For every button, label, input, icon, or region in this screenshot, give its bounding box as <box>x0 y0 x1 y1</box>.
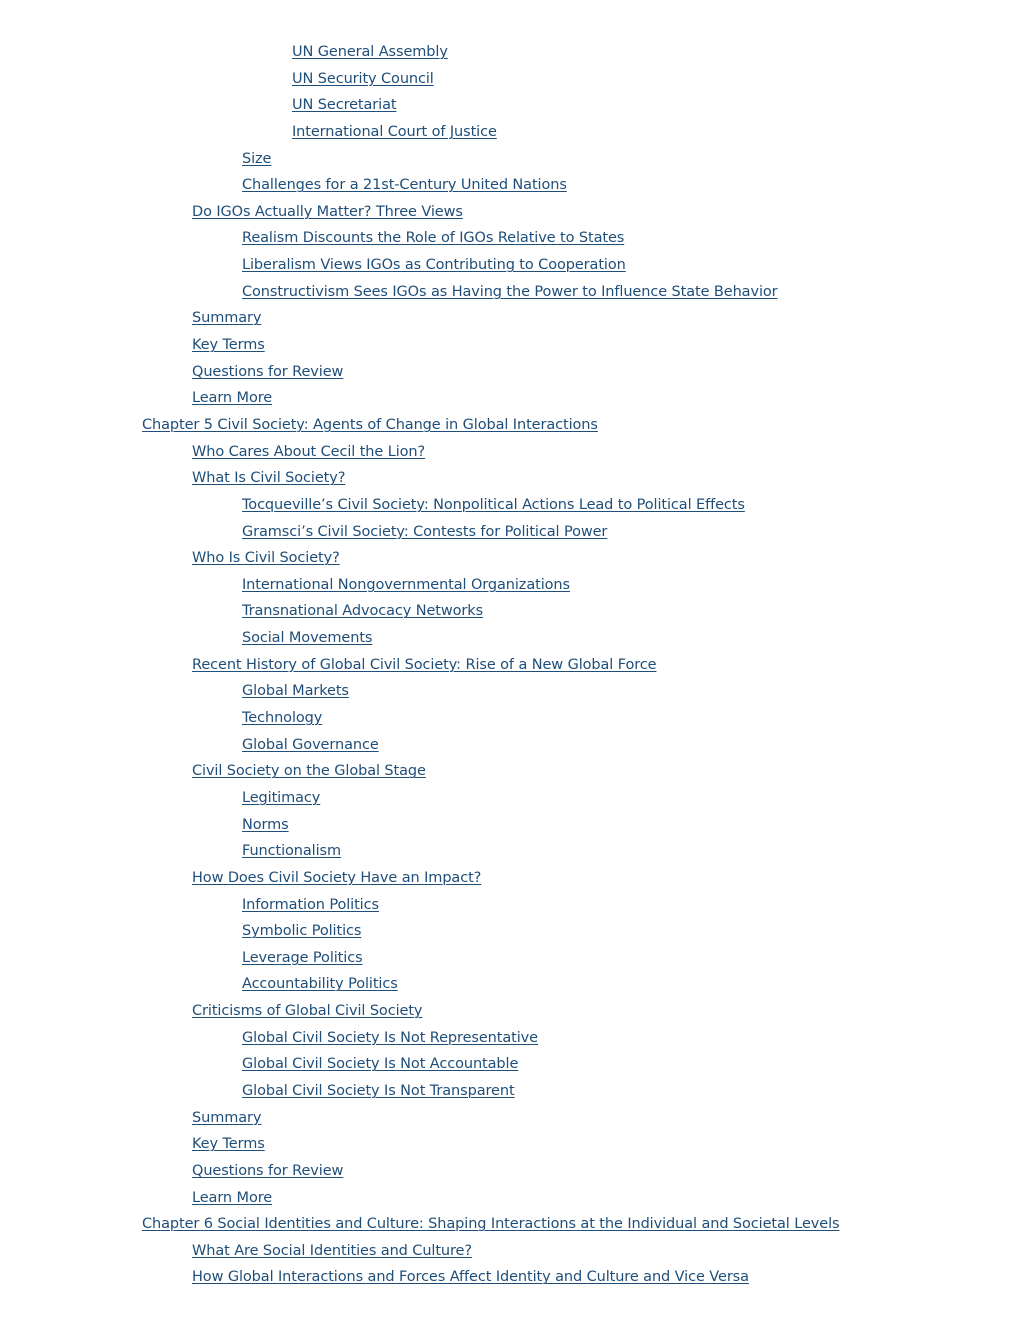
toc-link[interactable]: Civil Society on the Global Stage <box>192 763 426 780</box>
toc-link[interactable]: Learn More <box>192 1189 273 1206</box>
toc-link[interactable]: Liberalism Views IGOs as Contributing to Cooperation <box>242 257 626 274</box>
toc-link[interactable]: Leverage Politics <box>242 949 363 966</box>
toc-link[interactable]: Constructivism Sees IGOs as Having the Power to Influence State Behavior <box>242 283 778 300</box>
toc-link[interactable]: Who Cares About Cecil the Lion? <box>192 443 426 460</box>
table-of-contents <box>0 40 1020 1292</box>
toc-link[interactable]: Social Movements <box>242 630 373 647</box>
toc-link[interactable]: Who Is Civil Society? <box>192 550 340 567</box>
toc-chapter-link[interactable]: Chapter 6 Social Identities and Culture: Shaping Interactions at the Individual and Societal Levels <box>142 1216 840 1233</box>
toc-link[interactable]: Legitimacy <box>242 789 321 806</box>
toc-link[interactable]: What Are Social Identities and Culture? <box>192 1242 472 1259</box>
toc-link[interactable]: Summary <box>192 310 262 327</box>
toc-link[interactable]: Key Terms <box>192 1136 265 1153</box>
toc-link[interactable]: Questions for Review <box>192 363 344 380</box>
toc-link[interactable]: Key Terms <box>192 337 265 354</box>
toc-link[interactable]: Recent History of Global Civil Society: Rise of a New Global Force <box>192 656 657 673</box>
toc-link[interactable]: Size <box>242 150 272 167</box>
toc-link[interactable]: Questions for Review <box>192 1162 344 1179</box>
toc-link[interactable]: UN Secretariat <box>292 97 397 114</box>
toc-link[interactable]: Tocqueville’s Civil Society: Nonpolitical Actions Lead to Political Effects <box>242 496 745 513</box>
toc-link[interactable]: Do IGOs Actually Matter? Three Views <box>192 203 463 220</box>
toc-link[interactable]: UN Security Council <box>292 70 434 87</box>
toc-link[interactable]: Transnational Advocacy Networks <box>242 603 484 620</box>
toc-link[interactable]: Global Markets <box>242 683 349 700</box>
toc-link[interactable]: International Court of Justice <box>292 123 497 140</box>
toc-link[interactable]: Challenges for a 21st-Century United Nations <box>242 177 567 194</box>
toc-link[interactable]: Criticisms of Global Civil Society <box>192 1003 423 1020</box>
toc-link[interactable]: Gramsci’s Civil Society: Contests for Political Power <box>242 523 608 540</box>
toc-link[interactable]: What Is Civil Society? <box>192 470 346 487</box>
toc-link[interactable]: International Nongovernmental Organizations <box>242 576 570 593</box>
toc-link[interactable]: How Does Civil Society Have an Impact? <box>192 869 482 886</box>
toc-link[interactable]: Accountability Politics <box>242 976 398 993</box>
toc-chapter-link[interactable]: Chapter 5 Civil Society: Agents of Change in Global Interactions <box>142 416 598 433</box>
toc-link[interactable]: Global Civil Society Is Not Transparent <box>242 1082 515 1099</box>
toc-link[interactable]: Global Civil Society Is Not Accountable <box>242 1056 519 1073</box>
toc-link[interactable]: Technology <box>242 710 323 727</box>
toc-link[interactable]: Realism Discounts the Role of IGOs Relative to States <box>242 230 625 247</box>
toc-link[interactable]: Learn More <box>192 390 273 407</box>
toc-link[interactable]: Norms <box>242 816 289 833</box>
toc-link[interactable]: Functionalism <box>242 843 341 860</box>
toc-link[interactable]: UN General Assembly <box>292 44 448 60</box>
toc-link[interactable]: Summary <box>192 1109 262 1126</box>
toc-link[interactable]: Symbolic Politics <box>242 923 362 940</box>
toc-link[interactable]: Global Governance <box>242 736 379 753</box>
toc-link[interactable]: Global Civil Society Is Not Representative <box>242 1029 538 1046</box>
toc-link[interactable]: Information Politics <box>242 896 379 913</box>
toc-link[interactable]: How Global Interactions and Forces Affect Identity and Culture and Vice Versa <box>192 1269 749 1286</box>
